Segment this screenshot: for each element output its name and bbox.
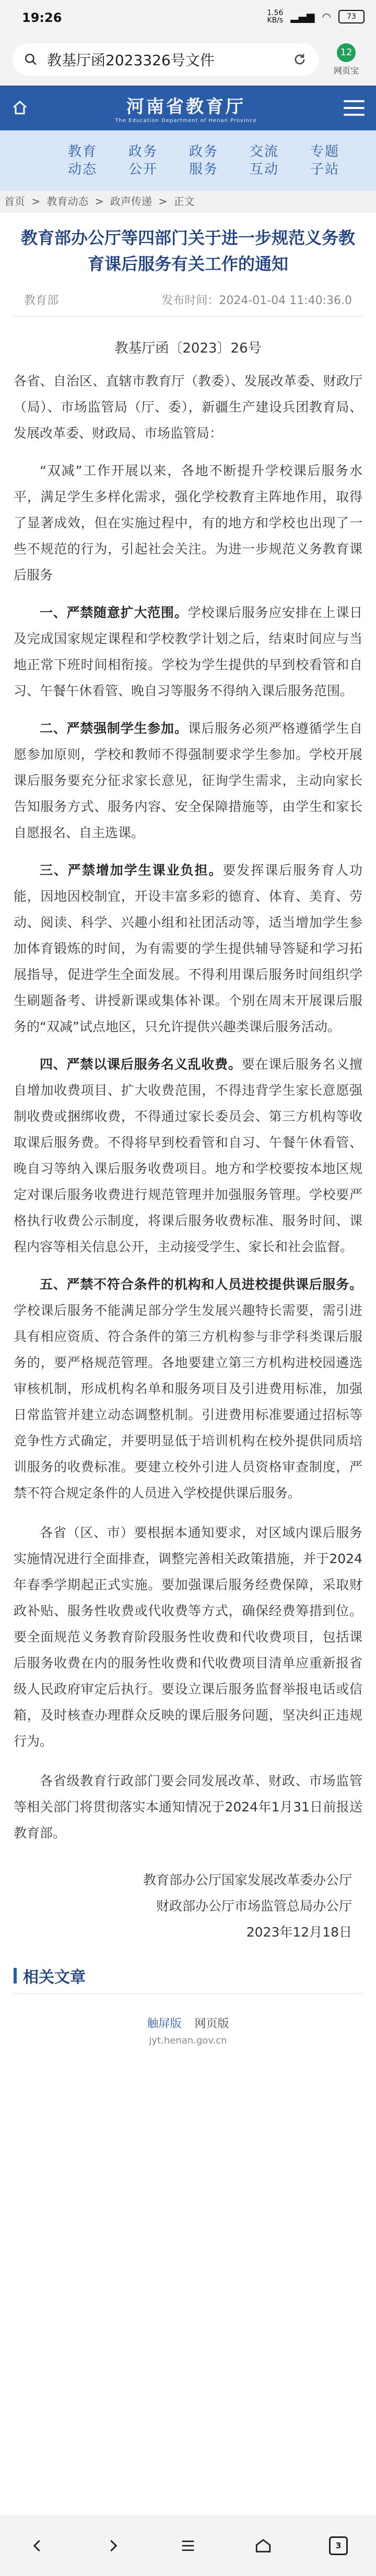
section-2 — [14, 716, 362, 846]
address-text: 教基厅函2023326号文件 — [47, 52, 215, 69]
document-number: 教基厅函〔2023〕26号 — [114, 341, 262, 356]
breadcrumb-sep: > — [95, 195, 104, 208]
section-5-body: 学校课后服务不能满足部分学生发展兴趣特长需要，需引进具有相应资质、符合条件的第三方机构参与非学科类课后服务的，要严格规范管理。各地要建立第三方机构进校园遴选审核机制，形成机构名单和服务项目及引进费用标准，加强日常监管并建立动态调整机制。引进费用标准要通过招标等竞争性方式确定，并要明显低于培训机构在校外提供同质培训服务的收费标准。要建立校外引进人员资格审查制度，严禁不符合规定条件的人员进入学校提供课后服务。 — [14, 1303, 362, 1501]
web-bag-icon: 12 — [337, 43, 356, 62]
menu-button[interactable] — [175, 2533, 201, 2558]
browser-toolbar — [0, 2515, 376, 2576]
signal-icon: ▂▄▆ — [290, 10, 315, 23]
section-5-title: 五、严禁不符合条件的机构和人员进校提供课后服务。 — [40, 1277, 362, 1292]
footer-domain: jyt.henan.gov.cn — [149, 2035, 227, 2046]
section-4-title: 四、严禁以课后服务名义乱收费。 — [40, 1057, 242, 1072]
address-field[interactable] — [13, 43, 319, 76]
site-logo[interactable] — [28, 92, 344, 124]
home-button[interactable] — [251, 2533, 276, 2558]
footer — [0, 2015, 376, 2046]
section-1 — [14, 600, 362, 704]
battery-level: 73 — [347, 13, 356, 21]
breadcrumb-home[interactable]: 首页 — [4, 195, 25, 208]
battery-icon — [338, 10, 365, 23]
section-1-body: 学校课后服务应安排在上课日及完成国家规定课程和学校教学计划之后，结束时间应与当地正常下班时间相衔接。学校为学生提供的早到校看管和自习、午餐午休看管、晚自习等服务不得纳入课后服务范围。 — [14, 605, 362, 698]
signature-line-1: 教育部办公厅国家发展改革委办公厅 — [143, 1872, 352, 1888]
search-icon — [24, 53, 38, 66]
main-nav — [0, 130, 376, 191]
network-speed: 1.56 KB/s — [267, 9, 284, 25]
related-title: 相关文章 — [23, 1968, 86, 1987]
implementation-paragraph: 各省（区、市）要根据本通知要求，对区域内课后服务实施情况进行全面排查，调整完善相关政策措施，并于2024年春季学期起正式实施。要加强课后服务经费保障，采取财政补贴、服务性收费或代收费等方式，确保经费筹措到位。要全面规范义务教育阶段服务性收费和代收费项目，包括课后服务收费在内的服务性收费和代收费项目清单应重新报省级人民政府审定后执行。要设立课后服务监督举报电话或信箱，及时核查办理群众反映的课后服务问题，坚决纠正违规行为。 — [14, 1525, 362, 1749]
section-4 — [14, 1051, 362, 1260]
article-source: 教育部 — [24, 294, 59, 307]
nav-item-news[interactable]: 教育动态 — [67, 144, 97, 177]
breadcrumb-current: 正文 — [173, 195, 195, 208]
heading-bar — [14, 1968, 17, 1984]
forward-button[interactable] — [100, 2533, 125, 2558]
touch-version-link[interactable]: 触屏版 — [147, 2017, 182, 2030]
browser-address-bar — [0, 33, 376, 86]
hamburger-icon — [179, 2537, 197, 2555]
site-logo-cn: 河南省教育厅 — [126, 96, 245, 117]
nav-item-gov-service[interactable]: 政务服务 — [189, 144, 218, 177]
section-3-title: 三、严禁增加学生课业负担。 — [40, 863, 223, 878]
wifi-icon: ◠ — [322, 10, 331, 23]
breadcrumb-sep: > — [158, 195, 168, 208]
tab-count-icon: 3 — [329, 2536, 348, 2555]
status-icons — [267, 9, 365, 24]
section-3-body: 要发挥课后服务育人功能，因地因校制宜，开设丰富多彩的德育、体育、美育、劳动、阅读、科学、兴趣小组和社团活动等，适当增加学生参加体育锻炼的时间，为有需要的学生提供辅导答疑和学习拓展指导，促进学生全面发展。不得利用课后服务时间组织学生刷题备考、讲授新课或集体补课。个别在周末开展课后服务的“双减”试点地区，只允许提供兴趣类课后服务活动。 — [14, 863, 362, 1034]
intro-paragraph: “双减”工作开展以来，各地不断提升学校课后服务水平，满足学生多样化需求，强化学校教育主阵地作用，取得了显著成效，但在实施过程中，有的地方和学校也出现了一些不规范的行为，引起社会关注。为进一步规范义务教育课后服务 — [14, 463, 362, 583]
web-bag-button[interactable] — [324, 43, 369, 76]
section-2-body: 课后服务必须严格遵循学生自愿参加原则，学校和教师不得强制要求学生参加。学校开展课后服务要充分征求家长意见，征询学生需求，主动向家长告知服务方式、服务内容、安全保障措施等，由学生和家长自愿报名、自主选课。 — [14, 721, 362, 840]
article — [0, 225, 376, 1945]
site-logo-en: The Education Department of Henan Province — [115, 118, 257, 124]
status-bar — [0, 0, 376, 33]
web-bag-label: 网页宝 — [333, 65, 359, 76]
related-articles-heading — [14, 1964, 362, 1994]
breadcrumb — [0, 191, 376, 212]
browser-home-icon — [254, 2537, 272, 2555]
recipients: 各省、自治区、直辖市教育厅（教委）、发展改革委、财政厅（局）、市场监管局（厅、委），新疆生产建设兵团教育局、发展改革委、财政局、市场监管局： — [14, 373, 362, 441]
section-2-title: 二、严禁强制学生参加。 — [40, 721, 188, 736]
breadcrumb-level2[interactable]: 政声传递 — [110, 195, 152, 208]
back-icon — [30, 2538, 45, 2554]
article-title: 教育部办公厅等四部门关于进一步规范义务教育课后服务有关工作的通知 — [20, 228, 355, 274]
section-5 — [14, 1272, 362, 1506]
reporting-paragraph: 各省级教育行政部门要会同发展改革、财政、市场监管等相关部门将贯彻落实本通知情况于2024年1月31日前报送教育部。 — [14, 1773, 362, 1841]
nav-item-subsites[interactable]: 专题子站 — [310, 144, 339, 177]
signature-line-2: 财政部办公厅市场监管总局办公厅 — [156, 1898, 352, 1914]
nav-item-interaction[interactable]: 交流互动 — [249, 144, 279, 177]
signature-block — [14, 1867, 362, 1945]
menu-icon[interactable] — [344, 100, 365, 116]
tabs-button[interactable] — [326, 2533, 351, 2558]
nav-item-gov-info[interactable]: 政务公开 — [128, 144, 158, 177]
forward-icon — [105, 2538, 121, 2554]
section-4-body: 要在课后服务名义擅自增加收费项目、扩大收费范围，不得违背学生家长意愿强制收费或捆绑收费，不得通过家长委员会、第三方机构等收取课后服务费。不得将早到校看管和自习、午餐午休看管、晚自习等纳入课后服务收费项目。地方和学校要按本地区规定对课后服务收费进行规范管理并加强服务管理。学校要严格执行收费公示制度，将课后服务收费标准、服务时间、课程内容等相关信息公开，主动接受学生、家长和社会监督。 — [14, 1057, 362, 1254]
breadcrumb-sep: > — [31, 195, 41, 208]
status-time: 19:26 — [22, 10, 62, 25]
home-icon[interactable] — [11, 100, 28, 116]
site-header — [0, 86, 376, 130]
breadcrumb-level1[interactable]: 教育动态 — [46, 195, 89, 208]
web-version-link[interactable]: 网页版 — [194, 2017, 229, 2030]
signature-date: 2023年12月18日 — [246, 1925, 352, 1940]
article-date: 发布时间：2024-01-04 11:40:36.0 — [161, 294, 352, 307]
article-meta — [14, 288, 362, 317]
section-1-title: 一、严禁随意扩大范围。 — [40, 605, 188, 620]
back-button[interactable] — [25, 2533, 50, 2558]
section-3 — [14, 857, 362, 1040]
refresh-icon[interactable] — [292, 52, 307, 67]
